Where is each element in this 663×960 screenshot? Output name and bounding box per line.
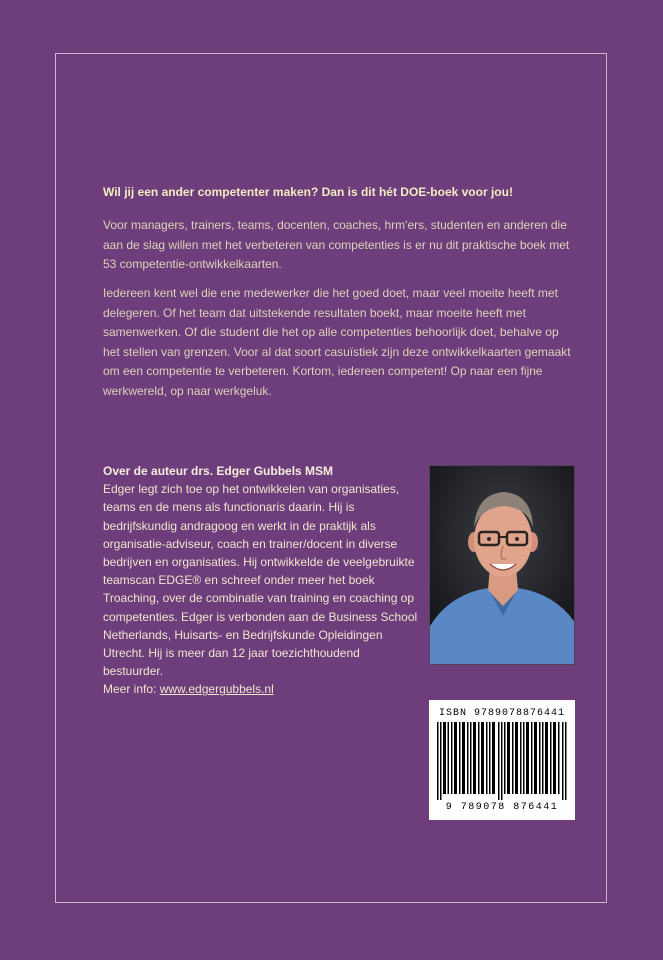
tagline: Wil jij een ander competenter maken? Dan is dit hét DOE-boek voor jou!: [103, 185, 513, 199]
more-info-label: Meer info:: [103, 682, 160, 697]
author-photo: [429, 465, 575, 665]
intro-paragraph: Voor managers, trainers, teams, docenten, coaches, hrm'ers, studenten en anderen die aan de slag willen met het verbeteren van competenties is er nu dit praktische boek met 53 competentie-ontwikkelkaarten.: [103, 218, 570, 271]
isbn-label: ISBN 9789078876441: [438, 708, 566, 719]
author-bio: Edger legt zich toe op het ontwikkelen van organisaties, teams en de mens als functionaris daarin. Hij is bedrijfskundig andragoog en werkt in de praktijk als organisatie-adviseur, coach en trainer/docent in diverse bedrijven en organisaties. Hij ontwikkelde de veelgebruikte teamscan EDGE® en schreef onder meer het boek Troaching, over de combinatie van training en coaching op competenties. Edger is verbonden aan de Business School Netherlands, Huisarts- en Bedrijfskunde Opleidingen Utrecht. Hij is meer dan 12 jaar toezichthoudend bestuurder.: [103, 482, 418, 679]
author-section: [103, 462, 423, 699]
isbn-digits: 9 789078 876441: [445, 802, 559, 813]
author-heading: Over de auteur drs. Edger Gubbels MSM: [103, 464, 334, 478]
barcode-bars: [437, 722, 567, 800]
isbn-barcode: [429, 700, 575, 820]
author-website-link[interactable]: www.edgergubbels.nl: [159, 682, 274, 697]
cases-paragraph: Iedereen kent wel die ene medewerker die het goed doet, maar veel moeite heeft met delegeren. Of het team dat uitstekende resultaten boekt, maar moeite heeft met samenwerken. Of die student die het op alle competenties behoorlijk doet, behalve op het stellen van grenzen. Voor al dat soort casuïstiek zijn deze ontwikkelkaarten gemaakt om een competentie te verbeteren. Kortom, iedereen competent! Op naar een fijne werkwereld, op naar werkgeluk.: [103, 286, 571, 398]
